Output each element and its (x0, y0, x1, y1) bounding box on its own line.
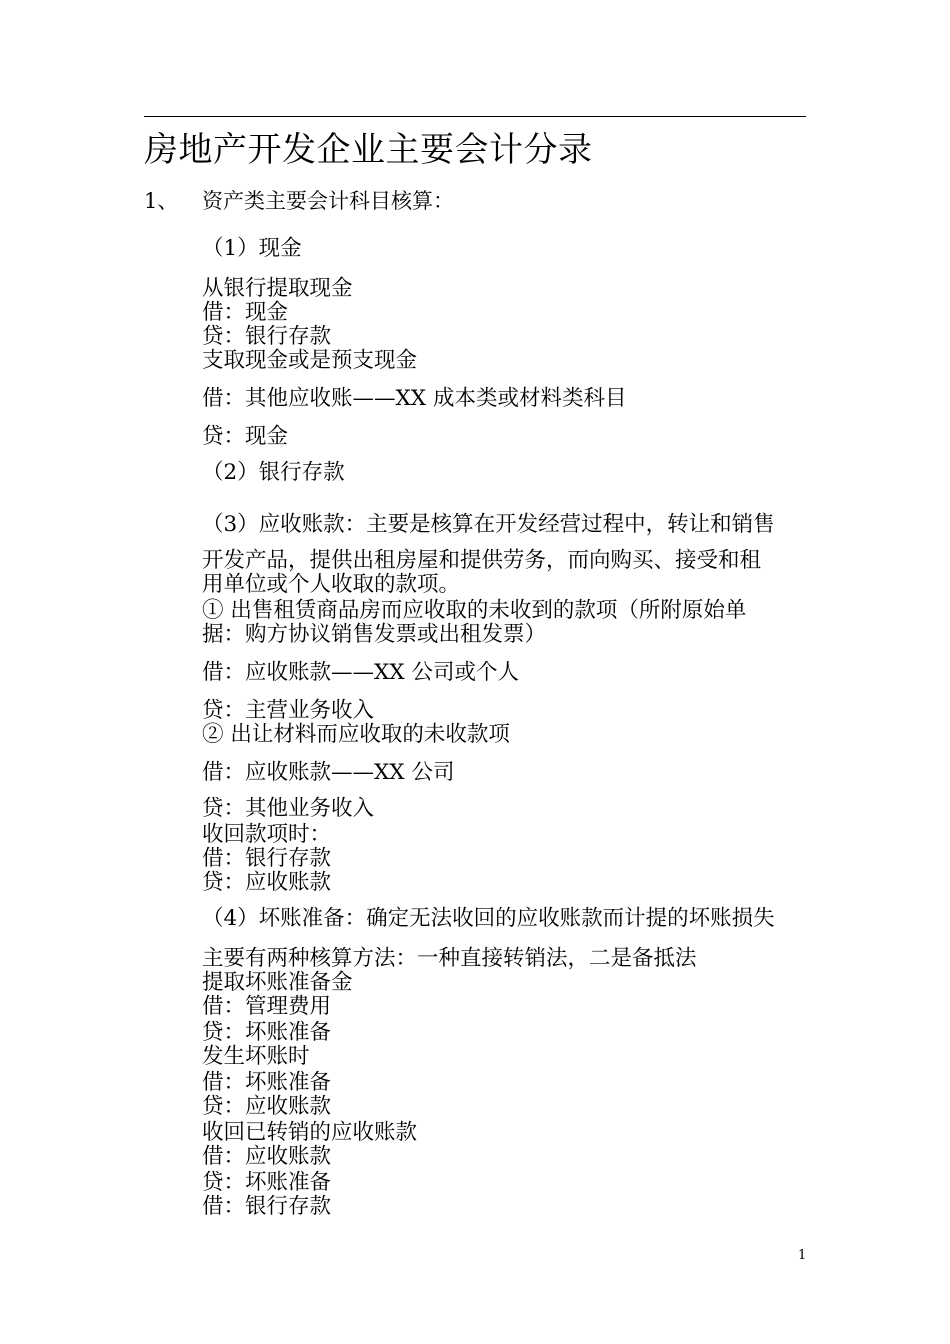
text-line: 从银行提取现金 (202, 276, 353, 301)
subheading-cash: （1）现金 (202, 236, 302, 261)
text-line: 贷：应收账款 (202, 870, 332, 895)
text-line: 借：银行存款 (202, 846, 332, 871)
text-line: 贷：应收账款 (202, 1094, 332, 1119)
section-number: 1、 (144, 189, 179, 213)
section-heading: 资产类主要会计科目核算： (202, 189, 454, 213)
subheading-bank-deposit: （2）银行存款 (202, 460, 345, 485)
text-line: 借：现金 (202, 300, 289, 325)
text-line: 借：其他应收账——XX 成本类或材料类科目 (202, 386, 627, 411)
text-line: 贷：坏账准备 (202, 1170, 332, 1195)
text-line: 用单位或个人收取的款项。 (202, 572, 461, 597)
text-line: 支取现金或是预支现金 (202, 348, 418, 373)
text-line: ① 出售租赁商品房而应收取的未收到的款项（所附原始单 (202, 598, 747, 623)
text-line: 主要有两种核算方法：一种直接转销法，二是备抵法 (202, 946, 697, 971)
text-line: 提取坏账准备金 (202, 970, 353, 995)
text-line: 贷：其他业务收入 (202, 796, 375, 821)
text-line: 贷：银行存款 (202, 324, 332, 349)
subheading-bad-debt: （4）坏账准备：确定无法收回的应收账款而计提的坏账损失 (202, 906, 775, 931)
text-line: 贷：坏账准备 (202, 1020, 332, 1045)
text-line: 收回款项时： (202, 822, 332, 847)
document-title: 房地产开发企业主要会计分录 (144, 130, 593, 170)
text-line: 贷：主营业务收入 (202, 698, 375, 723)
text-line: 借：应收账款——XX 公司 (202, 760, 455, 785)
subheading-receivables: （3）应收账款：主要是核算在开发经营过程中，转让和销售 (202, 512, 775, 537)
page-number: 1 (798, 1248, 807, 1263)
text-line: 借：管理费用 (202, 994, 332, 1019)
text-line: 开发产品，提供出租房屋和提供劳务，而向购买、接受和租 (202, 548, 762, 573)
text-line: 据：购方协议销售发票或出租发票） (202, 622, 547, 647)
text-line: 借：银行存款 (202, 1194, 332, 1219)
text-line: 收回已转销的应收账款 (202, 1120, 418, 1145)
text-line: 借：应收账款——XX 公司或个人 (202, 660, 519, 685)
text-line: 发生坏账时 (202, 1044, 310, 1069)
text-line: 借：坏账准备 (202, 1070, 332, 1095)
text-line: ② 出让材料而应收取的未收款项 (202, 722, 510, 747)
text-line: 借：应收账款 (202, 1144, 332, 1169)
text-line: 贷：现金 (202, 424, 289, 449)
header-rule (144, 116, 806, 117)
